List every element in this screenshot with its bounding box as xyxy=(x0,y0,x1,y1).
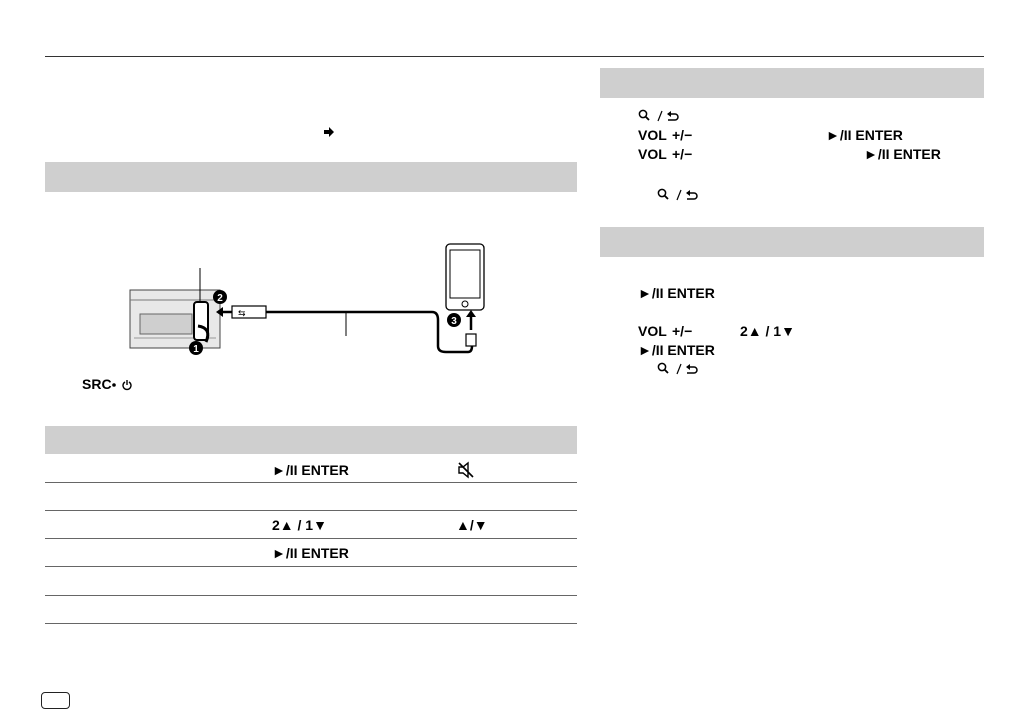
vol-label-2: VOL xyxy=(638,146,667,162)
page-number-tab xyxy=(41,692,70,709)
arrow-right-icon xyxy=(323,126,335,138)
search-back-icon xyxy=(657,188,701,202)
section-header-bar xyxy=(45,162,577,192)
usb-cable xyxy=(266,312,472,352)
enter-label-3: ►/II ENTER xyxy=(638,285,715,301)
table-row-4-key: ►/II ENTER xyxy=(272,545,349,561)
svg-text:⇆: ⇆ xyxy=(238,309,246,319)
vol-label-3: VOL xyxy=(638,323,667,339)
vol-plus-minus-2: +/− xyxy=(672,146,693,162)
vol-label-1: VOL xyxy=(638,127,667,143)
power-icon xyxy=(111,379,133,391)
enter-label-2: ►/II ENTER xyxy=(864,146,941,162)
vol-plus-minus-3: +/− xyxy=(672,323,693,339)
enter-label-1: ►/II ENTER xyxy=(826,127,903,143)
table-row-divider xyxy=(45,482,577,483)
step-3-label: 3 xyxy=(451,316,457,327)
preset-label: 2▲ / 1▼ xyxy=(740,323,795,339)
vol-plus-minus-1: +/− xyxy=(672,127,693,143)
search-back-icon xyxy=(657,362,701,376)
right-section-2-header xyxy=(600,227,984,257)
table-header-bar xyxy=(45,426,577,454)
table-row-divider xyxy=(45,538,577,539)
table-row-3-key: 2▲ / 1▼ xyxy=(272,517,327,533)
search-back-icon xyxy=(638,109,682,123)
enter-label-4: ►/II ENTER xyxy=(638,342,715,358)
right-section-1-header xyxy=(600,68,984,98)
step-2-label: 2 xyxy=(217,293,223,304)
step-1-label: 1 xyxy=(193,344,199,355)
src-key-label: SRC xyxy=(82,376,112,392)
table-row-divider xyxy=(45,595,577,596)
top-rule xyxy=(45,56,984,57)
mute-icon xyxy=(457,461,475,479)
table-row-divider xyxy=(45,623,577,624)
table-row-1-key: ►/II ENTER xyxy=(272,462,349,478)
usb-port-cover xyxy=(194,302,208,340)
table-row-divider xyxy=(45,510,577,511)
usb-connection-diagram xyxy=(120,240,500,360)
table-row-divider xyxy=(45,566,577,567)
table-row-3-alt: ▲/▼ xyxy=(456,517,488,533)
